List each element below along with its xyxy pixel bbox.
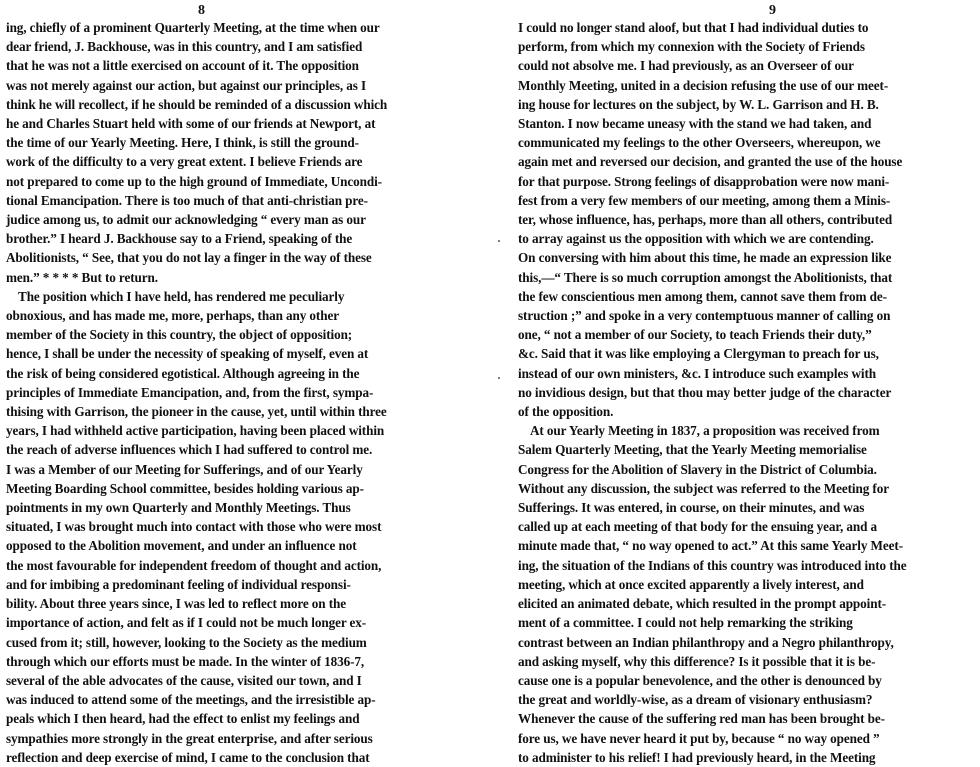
text-line: importance of action, and felt as if I could not be much longer ex- xyxy=(6,615,367,631)
text-line: Sufferings. It was entered, in course, on their minutes, and was xyxy=(518,500,865,516)
text-line: member of the Society in this country, the object of opposition; xyxy=(6,327,353,343)
text-line: to array against us the opposition with which we are contending. xyxy=(518,231,874,247)
text-line: reflection and deep exercise of mind, I came to the conclusion that xyxy=(6,749,370,765)
text-line: the great and worldly-wise, as a dream of visionary enthusiasm? xyxy=(518,692,873,708)
text-line: instead of our own ministers, &c. I introduce such examples with xyxy=(518,365,876,381)
text-line: he and Charles Stuart held with some of our friends at Newport, at xyxy=(6,116,376,132)
text-line: contrast between an Indian philanthropy and a Negro philanthropy, xyxy=(518,634,894,650)
text-line: obnoxious, and has made me, more, perhaps, than any other xyxy=(6,308,339,324)
text-line: bility. About three years since, I was led to reflect more on the xyxy=(6,596,346,612)
text-line: judice among us, to admit our acknowledging “ every man as our xyxy=(6,212,366,228)
text-line: brother.” I heard J. Backhouse say to a Friend, speaking of the xyxy=(6,231,353,247)
page-number: 8 xyxy=(198,3,205,18)
text-line: sympathies more strongly in the great enterprise, and after serious xyxy=(6,730,373,746)
text-line: ment of a committee. I could not help remarking the striking xyxy=(518,615,853,631)
page-text xyxy=(6,18,478,767)
text-line: was not merely against our action, but against our principles, as I xyxy=(6,77,367,93)
text-line: men.” * * * * But to return. xyxy=(6,269,158,285)
text-line: Without any discussion, the subject was referred to the Meeting for xyxy=(518,480,889,496)
text-line: think he will recollect, if he should be reminded of a discussion which xyxy=(6,96,388,112)
text-line: On conversing with him about this time, he made an expression like xyxy=(518,250,892,266)
text-line: minute made that, “ no way opened to act.” At this same Yearly Meet- xyxy=(518,538,903,554)
text-line: situated, I was brought much into contact with those who were most xyxy=(6,519,382,535)
page-number: 9 xyxy=(769,3,776,18)
text-line: principles of Immediate Emancipation, and, from the first, sympa- xyxy=(6,384,374,400)
text-line: Monthly Meeting, united in a decision refusing the use of our meet- xyxy=(518,77,889,93)
text-line: I could no longer stand aloof, but that I had individual duties to xyxy=(518,20,869,35)
text-line: of the opposition. xyxy=(518,404,614,420)
text-line: could not absolve me. I had previously, as an Overseer of our xyxy=(518,58,854,74)
text-line: The position which I have held, has rendered me peculiarly xyxy=(18,288,345,304)
gutter-mark xyxy=(498,377,500,379)
text-line: elicited an animated debate, which resulted in the prompt appoint- xyxy=(518,596,887,612)
text-line: ing house for lectures on the subject, by W. L. Garrison and H. B. xyxy=(518,96,879,112)
text-line: several of the able advocates of the cause, visited our town, and I xyxy=(6,672,362,688)
text-line: ter, whose influence, has, perhaps, more than all others, contributed xyxy=(518,212,893,228)
text-line: fest from a very few members of our meeting, among them a Minis- xyxy=(518,192,891,208)
text-line: to administer to his relief! I had previously heard, in the Meeting xyxy=(518,749,876,765)
text-line: one, “ not a member of our Society, to teach Friends their duty,” xyxy=(518,327,872,343)
text-line: Congress for the Abolition of Slavery in the District of Columbia. xyxy=(518,461,877,477)
text-line: Salem Quarterly Meeting, that the Yearly Meeting memorialise xyxy=(518,442,867,458)
text-line: tional Emancipation. There is too much of that anti-christian pre- xyxy=(6,192,368,208)
text-line: this,—“ There is so much corruption amongst the Abolitionists, that xyxy=(518,269,893,285)
text-line: fore us, we have never heard it put by, because “ no way opened ” xyxy=(518,730,880,746)
text-line: years, I had withheld active participation, having been placed within xyxy=(6,423,385,439)
text-line: thising with Garrison, the pioneer in the cause, yet, until within three xyxy=(6,404,387,420)
text-line: peals which I then heard, had the effect to enlist my feelings and xyxy=(6,711,360,727)
text-line: At our Yearly Meeting in 1837, a proposition was received from xyxy=(530,423,880,439)
text-line: the most favourable for independent freedom of thought and action, xyxy=(6,557,382,573)
text-line: Abolitionists, “ See, that you do not lay a finger in the way of these xyxy=(6,250,372,266)
text-line: not prepared to come up to the high ground of Immediate, Uncondi- xyxy=(6,173,382,189)
text-line: pointments in my own Quarterly and Monthly Meetings. Thus xyxy=(6,500,351,516)
text-line: the reach of adverse influences which I had suffered to control me. xyxy=(6,442,373,458)
text-line: called up at each meeting of that body for the ensuing year, and a xyxy=(518,519,877,535)
text-line: meeting, which at once excited apparently a lively interest, and xyxy=(518,576,864,592)
text-line: cause one is a popular benevolence, and the other is denounced by xyxy=(518,672,882,688)
text-line: and asking myself, why this difference? Is it possible that it is be- xyxy=(518,653,876,669)
text-line: cused from it; still, however, looking to the Society as the medium xyxy=(6,634,367,650)
text-line: dear friend, J. Backhouse, was in this country, and I am satisfied xyxy=(6,39,363,55)
text-line: the few conscientious men among them, cannot save them from de- xyxy=(518,288,887,304)
text-line: communicated my feelings to the other Overseers, whereupon, we xyxy=(518,135,881,151)
text-line: Whenever the cause of the suffering red man has been brought be- xyxy=(518,711,885,727)
text-line: opposed to the Abolition movement, and under an influence not xyxy=(6,538,357,554)
page-text xyxy=(518,18,980,767)
text-line: Stanton. I now became uneasy with the stand we had taken, and xyxy=(518,116,872,132)
text-line: and for imbibing a predominant feeling of individual responsi- xyxy=(6,576,351,592)
text-line: the time of our Yearly Meeting. Here, I think, is still the ground- xyxy=(6,135,359,151)
text-line: &c. Said that it was like employing a Clergyman to preach for us, xyxy=(518,346,879,362)
text-line: that he was not a little exercised on account of it. The opposition xyxy=(6,58,359,74)
text-line: Meeting Boarding School committee, besides holding various ap- xyxy=(6,480,364,496)
right-page xyxy=(512,0,980,765)
gutter-mark xyxy=(498,240,500,242)
text-line: hence, I shall be under the necessity of speaking of myself, even at xyxy=(6,346,369,362)
text-line: struction ;” and spoke in a very contemptuous manner of calling on xyxy=(518,308,891,324)
text-line: I was a Member of our Meeting for Sufferings, and of our Yearly xyxy=(6,461,363,477)
text-line: ing, chiefly of a prominent Quarterly Meeting, at the time when our xyxy=(6,20,380,35)
text-line: the risk of being considered egotistical. Although agreeing in the xyxy=(6,365,360,381)
text-line: work of the difficulty to a very great extent. I believe Friends are xyxy=(6,154,363,170)
text-line: was induced to attend some of the meetings, and the irresistible ap- xyxy=(6,692,376,708)
text-line: through which our efforts must be made. In the winter of 1836-7, xyxy=(6,653,365,669)
text-line: ing, the situation of the Indians of this country was introduced into the xyxy=(518,557,907,573)
text-line: no invidious design, but that thou may better judge of the character xyxy=(518,384,892,400)
left-page xyxy=(0,0,478,765)
text-line: again met and reversed our decision, and granted the use of the house xyxy=(518,154,903,170)
text-line: perform, from which my connexion with the Society of Friends xyxy=(518,39,865,55)
text-line: for that purpose. Strong feelings of disapprobation were now mani- xyxy=(518,173,890,189)
